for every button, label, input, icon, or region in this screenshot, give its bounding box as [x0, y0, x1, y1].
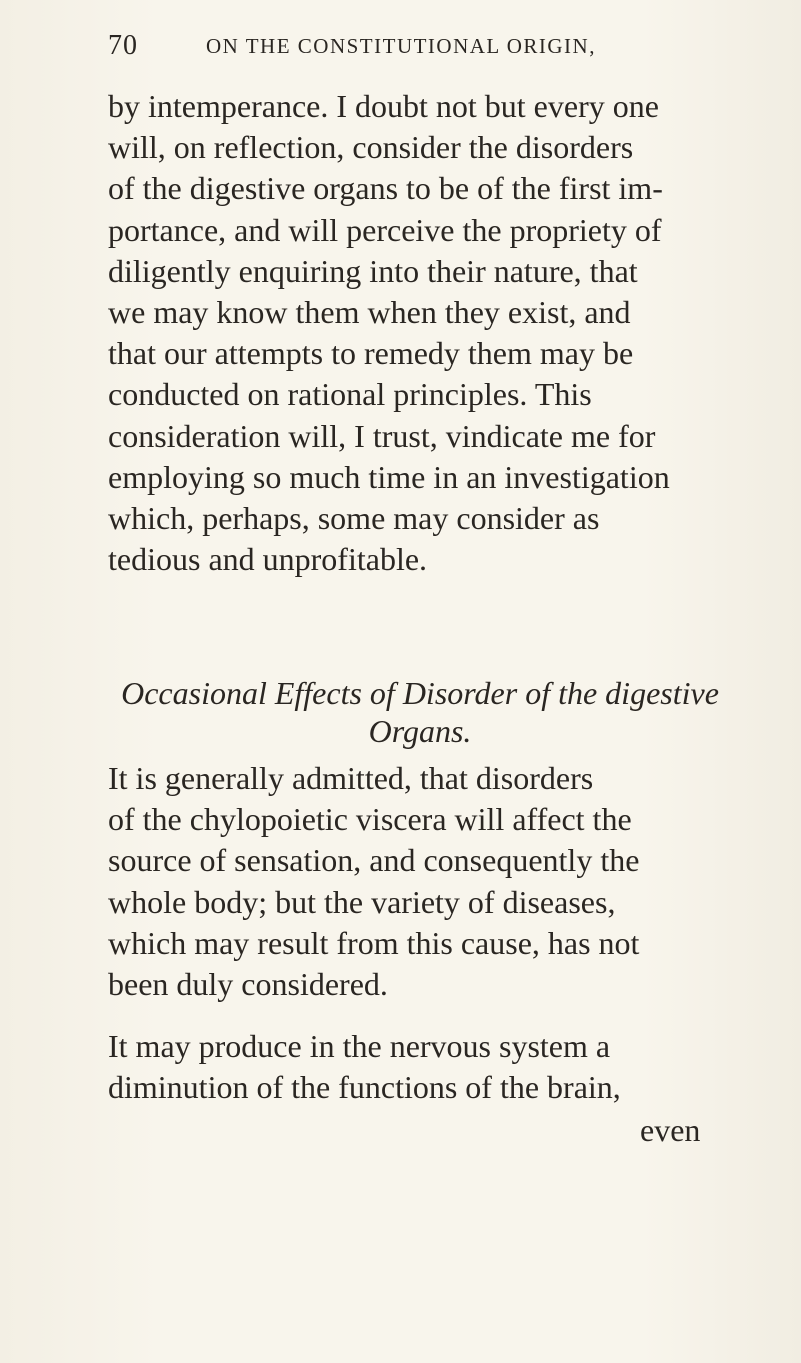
paragraph-2: It is generally admitted, that disorders of the chylopoietic viscera will affect the source of sensation, and consequently the whole body; but the variety of diseases, which may result from this cause, has not been duly considered.: [108, 760, 640, 1003]
catchword: even: [640, 1112, 701, 1148]
paragraph-1: by intemperance. I doubt not but every one will, on reflection, consider the disorders of the digestive organs to be of the first im- portance, and will perceive the propriety of diligently enquiring into their nature, that we may know them when they exist, and that our attempts to remedy them may be conducted on rational principles. This consideration will, I trust, vindicate me for employing so much time in an investigation which, perhaps, some may consider as tedious and unprofitable.: [108, 88, 670, 578]
running-title: ON THE CONSTITUTIONAL ORIGIN,: [206, 34, 596, 58]
page-number: 70: [108, 30, 138, 61]
running-head: [108, 30, 708, 64]
section-heading: Occasional Effects of Disorder of the digestive Organs.: [121, 675, 719, 749]
paragraph-3: It may produce in the nervous system a diminution of the functions of the brain,: [108, 1028, 621, 1106]
